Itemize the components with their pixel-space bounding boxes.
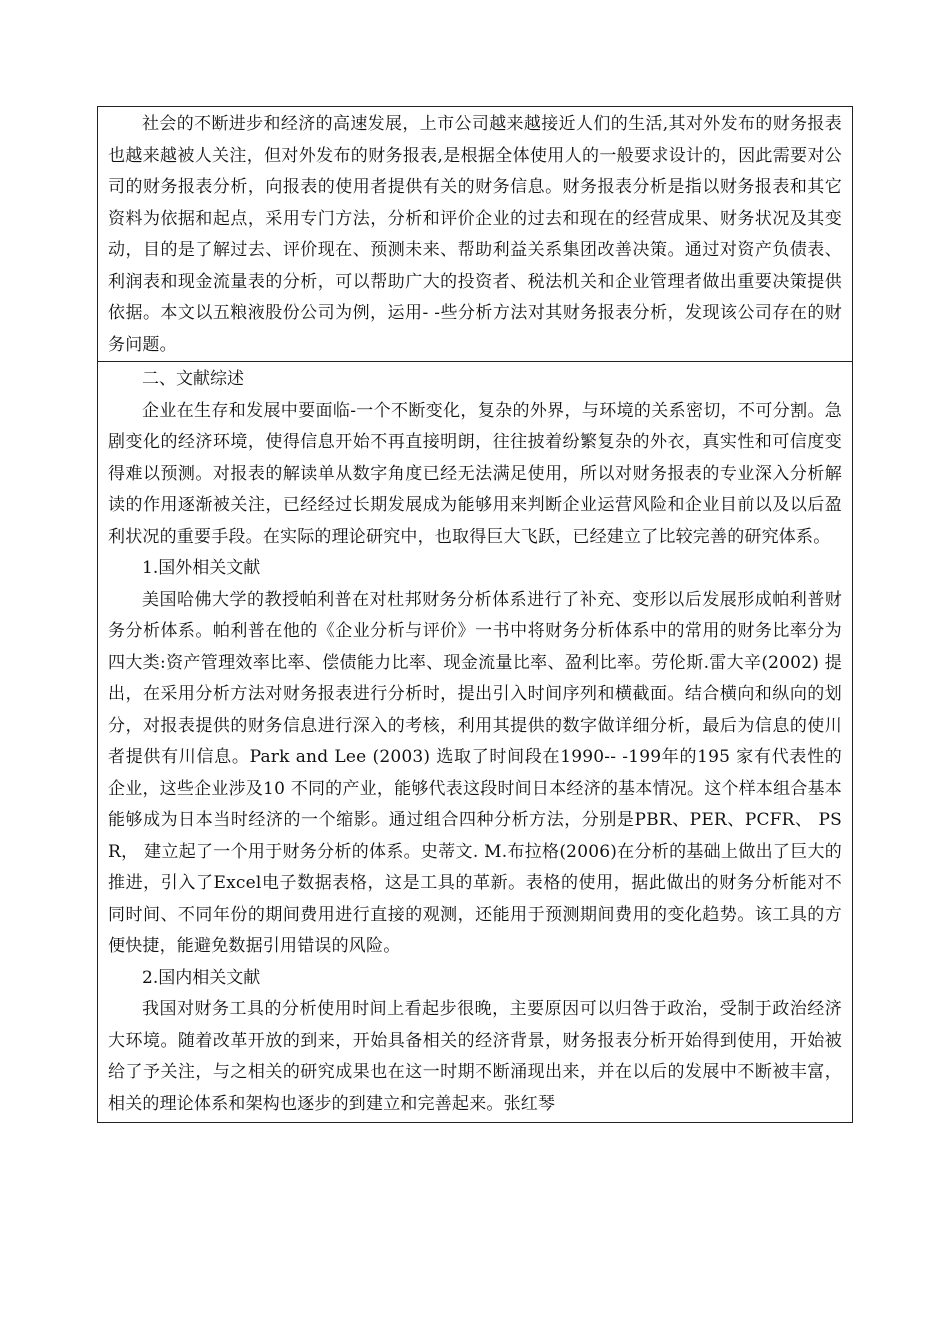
literature-review-intro: 企业在生存和发展中要面临-一个不断变化，复杂的外界，与环境的关系密切，不可分割。急剧变化的经济环境，使得信息开始不再直接明朗，往往披着纷繁复杂的外衣，真实性和可信度变得难以预测。对报表的解读单从数字角度已经无法满足使用，所以对财务报表的专业深入分析解读的作用逐渐被关注，已经经过长期发展成为能够用来判断企业运营风险和企业目前以及以后盈利状况的重要手段。在实际的理论研究中，也取得巨大飞跃，已经建立了比较完善的研究体系。 — [108, 400, 842, 547]
domestic-literature-paragraph: 我国对财务工具的分析使用时间上看起步很晚，主要原因可以归咎于政治，受制于政治经济大环境。随着改革开放的到来，开始具备相关的经济背景，财务报表分析开始得到使用，开始被给了予关注，与之相关的研究成果也在这一时期不断涌现出来，并在以后的发展中不断被丰富，相关的理论体系和架构也逐步的到建立和完善起来。张红琴 — [108, 999, 842, 1114]
background-paragraph: 社会的不断进步和经济的高速发展，上市公司越来越接近人们的生活,其对外发布的财务报表也越来越被人关注，但对外发布的财务报表,是根据全体使用人的一般要求设计的，因此需要对公司的财务报表分析，向报表的使用者提供有关的财务信息。财务报表分析是指以财务报表和其它资料为依据和起点，采用专门方法，分析和评价企业的过去和现在的经营成果、财务状况及其变动，目的是了解过去、评价现在、预测未来、帮助利益关系集团改善决策。通过对资产负债表、利润表和现金流量表的分析，可以帮助广大的投资者、税法机关和企业管理者做出重要决策提供依据。本文以五粮液股份公司为例，运用- -些分析方法对其财务报表分析，发现该公司存在的财务问题。 — [108, 114, 842, 355]
foreign-literature-heading: 1.国外相关文献 — [142, 558, 261, 578]
background-cell — [98, 107, 852, 361]
literature-review-heading: 二、文献综述 — [142, 369, 244, 389]
foreign-literature-paragraph: 美国哈佛大学的教授帕利普在对杜邦财务分析体系进行了补充、变形以后发展形成帕利普财务分析体系。帕利普在他的《企业分析与评价》一书中将财务分析体系中的常用的财务比率分为四大类:资产管理效率比率、偿债能力比率、现金流量比率、盈利比率。劳伦斯.雷大辛(2002) 提出，在采用分析方法对财务报表进行分析时，提出引入时间序列和横截面。结合横向和纵向的划分，对报表提供的财务信息进行深入的考核，利用其提供的数字做详细分析，最后为信息的使川者提供有川信息。Park and Lee (2003) 选取了时间段在1990-- -199年的195 家有代表性的企业，这些企业涉及10 不同的产业，能够代表这段时间日本经济的基本情况。这个样本组合基本能够成为日本当时经济的一个缩影。通过组合四种分析方法，分别是PBR、PER、PCFR、 PSR， 建立起了一个用于财务分析的体系。史蒂文. M.布拉格(2006)在分析的基础上做出了巨大的推进，引入了Excel电子数据表格，这是工具的革新。表格的使用，据此做出的财务分析能对不同时间、不同年份的期间费用进行直接的观测，还能用于预测期间费用的变化趋势。该工具的方便快捷，能避免数据引用错误的风险。 — [108, 589, 842, 956]
literature-review-cell — [98, 361, 852, 1122]
domestic-literature-heading: 2.国内相关文献 — [142, 967, 261, 988]
document-table — [97, 106, 853, 1123]
